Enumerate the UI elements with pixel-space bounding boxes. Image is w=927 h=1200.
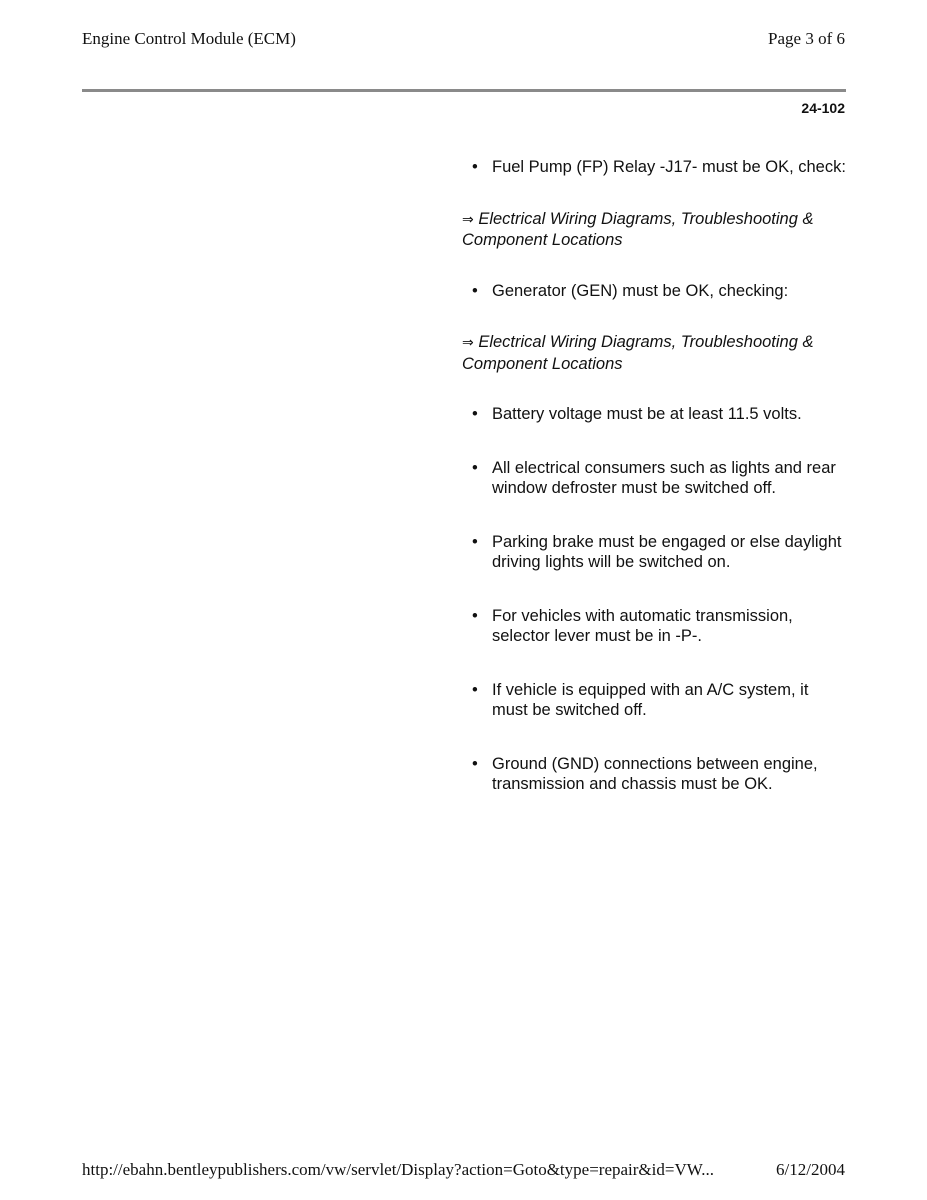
footer-url[interactable]: http://ebahn.bentleypublishers.com/vw/servlet/Display?action=Goto&type=repair&id=VW... <box>82 1160 714 1179</box>
reference-link[interactable] <box>462 209 846 251</box>
bullet-icon: • <box>472 606 478 625</box>
list-item <box>462 680 846 721</box>
bullet-icon: • <box>472 158 478 176</box>
reference-text[interactable]: Electrical Wiring Diagrams, Troubleshooting & Component Locations <box>462 333 814 373</box>
content-column <box>462 157 846 828</box>
page-code: 24-102 <box>801 100 845 116</box>
document-title: Engine Control Module (ECM) <box>82 29 296 48</box>
bullet-icon: • <box>472 754 478 773</box>
list-item-text: Fuel Pump (FP) Relay -J17- must be OK, check: <box>492 158 846 176</box>
list-item <box>462 532 846 573</box>
bullet-icon: • <box>472 458 478 477</box>
list-item-text: All electrical consumers such as lights and rear window defroster must be switched off. <box>492 458 836 497</box>
list-item <box>462 458 846 499</box>
list-item-text: If vehicle is equipped with an A/C system, it must be switched off. <box>492 680 809 719</box>
list-item <box>462 606 846 647</box>
list-item <box>462 157 846 178</box>
bullet-icon: • <box>472 281 478 300</box>
list-item-text: Parking brake must be engaged or else daylight driving lights will be switched on. <box>492 532 842 571</box>
list-item-text: For vehicles with automatic transmission, selector lever must be in -P-. <box>492 606 793 645</box>
bullet-icon: • <box>472 680 478 699</box>
list-item-text: Battery voltage must be at least 11.5 volts. <box>492 405 802 423</box>
reference-link[interactable] <box>462 332 846 374</box>
arrow-right-icon: ⇒ <box>462 211 474 228</box>
header-divider <box>82 89 846 92</box>
page-number: Page 3 of 6 <box>768 29 845 48</box>
list-item-text: Ground (GND) connections between engine, transmission and chassis must be OK. <box>492 754 818 793</box>
list-item <box>462 404 846 425</box>
list-item-text: Generator (GEN) must be OK, checking: <box>492 281 789 300</box>
arrow-right-icon: ⇒ <box>462 335 474 351</box>
footer-date: 6/12/2004 <box>776 1160 845 1179</box>
reference-text[interactable]: Electrical Wiring Diagrams, Troubleshooting & Component Locations <box>462 209 814 249</box>
bullet-icon: • <box>472 405 478 423</box>
list-item <box>462 754 846 795</box>
bullet-icon: • <box>472 532 478 551</box>
list-item <box>462 281 846 302</box>
